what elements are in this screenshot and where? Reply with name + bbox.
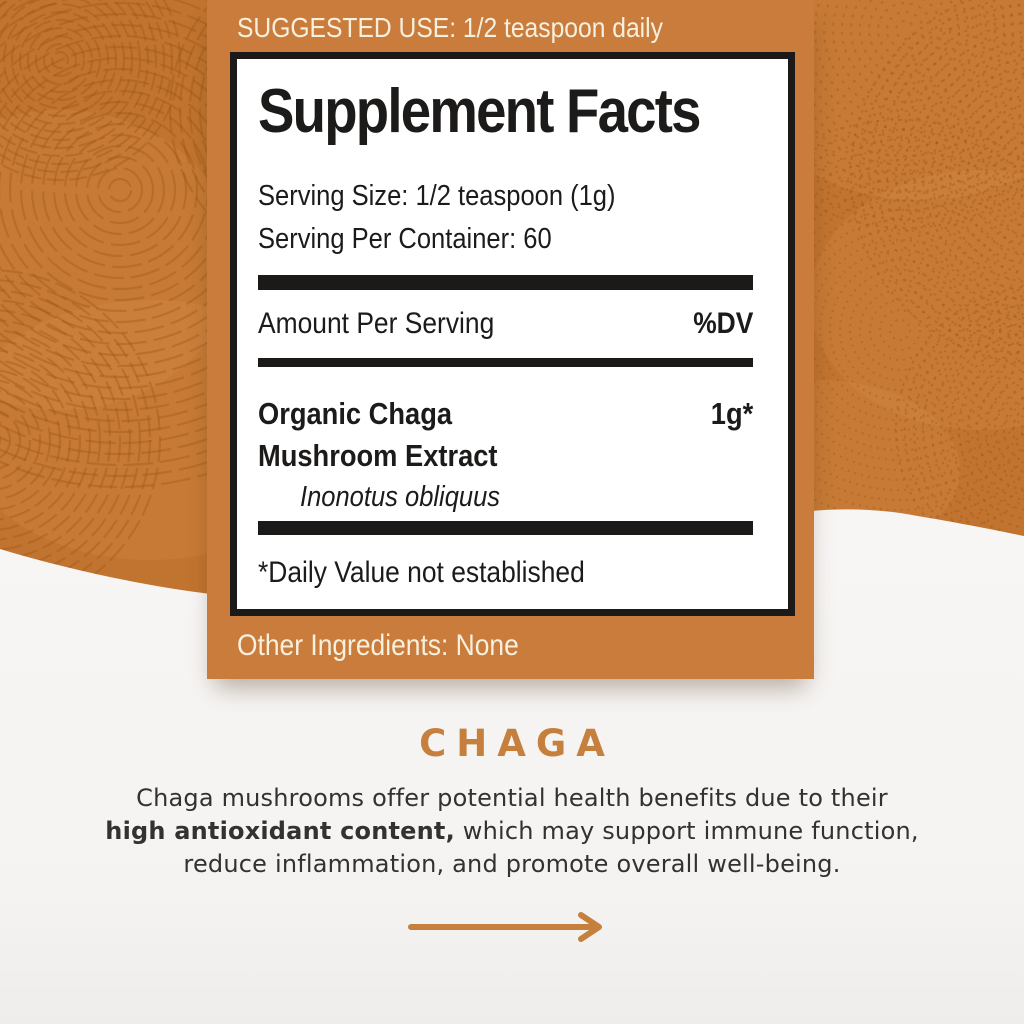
arrow-row (0, 911, 1024, 947)
amount-per-serving-label: Amount Per Serving (258, 307, 495, 340)
suggested-use-text: SUGGESTED USE: 1/2 teaspoon daily (237, 12, 663, 43)
divider-bar-thin (258, 358, 753, 367)
section-description (42, 782, 982, 881)
chaga-info-section (0, 700, 1024, 947)
ingredient-amount: 1g* (710, 396, 753, 431)
supplement-facts-title: Supplement Facts (258, 77, 700, 146)
amount-per-serving-row (258, 306, 753, 342)
ingredient-latin-name: Inonotus obliquus (300, 481, 501, 513)
description-line-3: reduce inflammation, and promote overall well-being. (183, 850, 841, 878)
dv-column-header: %DV (692, 307, 753, 340)
supplement-facts-box (230, 52, 795, 616)
divider-bar-thick (258, 275, 753, 290)
right-arrow-icon (407, 911, 617, 943)
divider-bar-bottom (258, 521, 753, 535)
description-bold-phrase: high antioxidant content, (105, 817, 455, 845)
suggested-use-banner (207, 0, 814, 52)
section-heading: CHAGA (419, 722, 615, 765)
ingredient-row (258, 393, 753, 435)
description-line-2: high antioxidant content, which may support immune function, (105, 817, 919, 845)
other-ingredients: Other Ingredients: None (237, 629, 519, 662)
daily-value-footnote: *Daily Value not established (258, 556, 585, 589)
ingredient-name-line2: Mushroom Extract (258, 438, 498, 473)
servings-per-container: Serving Per Container: 60 (258, 223, 552, 255)
ingredient-name-line1: Organic Chaga (258, 396, 453, 431)
serving-size: Serving Size: 1/2 teaspoon (1g) (258, 180, 616, 212)
supplement-label-panel (207, 0, 814, 679)
description-line-1: Chaga mushrooms offer potential health benefits due to their (136, 784, 888, 812)
